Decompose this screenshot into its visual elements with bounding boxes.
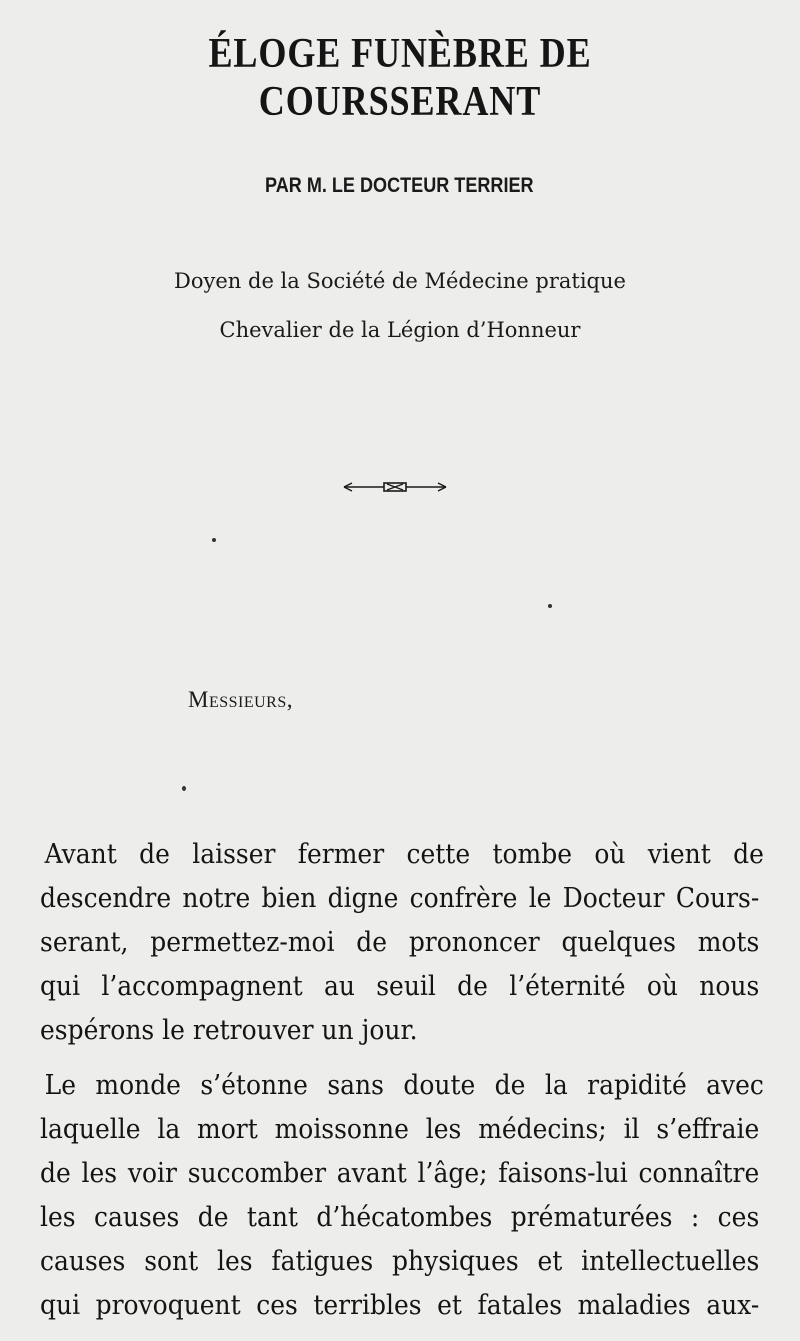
text-line: les causes de tant d’hécatombes prématurées : ces [40, 1202, 760, 1233]
ink-speck [182, 786, 186, 791]
text-line: descendre notre bien digne confrère le Docteur Cours- [40, 883, 760, 914]
text-line: qui l’accompagnent au seuil de l’éternité où nous [40, 971, 760, 1002]
text-line: laquelle la mort moissonne les médecins; il s’effraie [40, 1114, 760, 1145]
text-line: espérons le retrouver un jour. [40, 1015, 418, 1046]
text-line: serant, permettez-moi de prononcer quelques mots [40, 927, 760, 958]
paragraph-1 [40, 833, 764, 1053]
page-title: ÉLOGE FUNÈBRE DE COURSSERANT [208, 31, 592, 125]
author-title-2: Chevalier de la Légion d’Honneur [219, 318, 581, 342]
text-line: de les voir succomber avant l’âge; faisons-lui connaître [40, 1158, 760, 1189]
text-line: qui provoquent ces terribles et fatales maladies aux- [40, 1290, 760, 1321]
ink-speck [212, 538, 216, 542]
text-line: Le monde s’étonne sans doute de la rapidité avec [44, 1070, 764, 1101]
text-line: causes sont les fatigues physiques et intellectuelles [40, 1246, 760, 1277]
ink-speck [548, 604, 552, 608]
salutation: Messieurs, [188, 687, 293, 712]
author-title-1: Doyen de la Société de Médecine pratique [174, 269, 626, 293]
ornamental-divider-icon [340, 480, 450, 494]
author-byline: PAR M. LE DOCTEUR TERRIER [265, 174, 534, 197]
paragraph-2 [40, 1064, 764, 1328]
text-line: Avant de laisser fermer cette tombe où vient de [44, 839, 764, 870]
